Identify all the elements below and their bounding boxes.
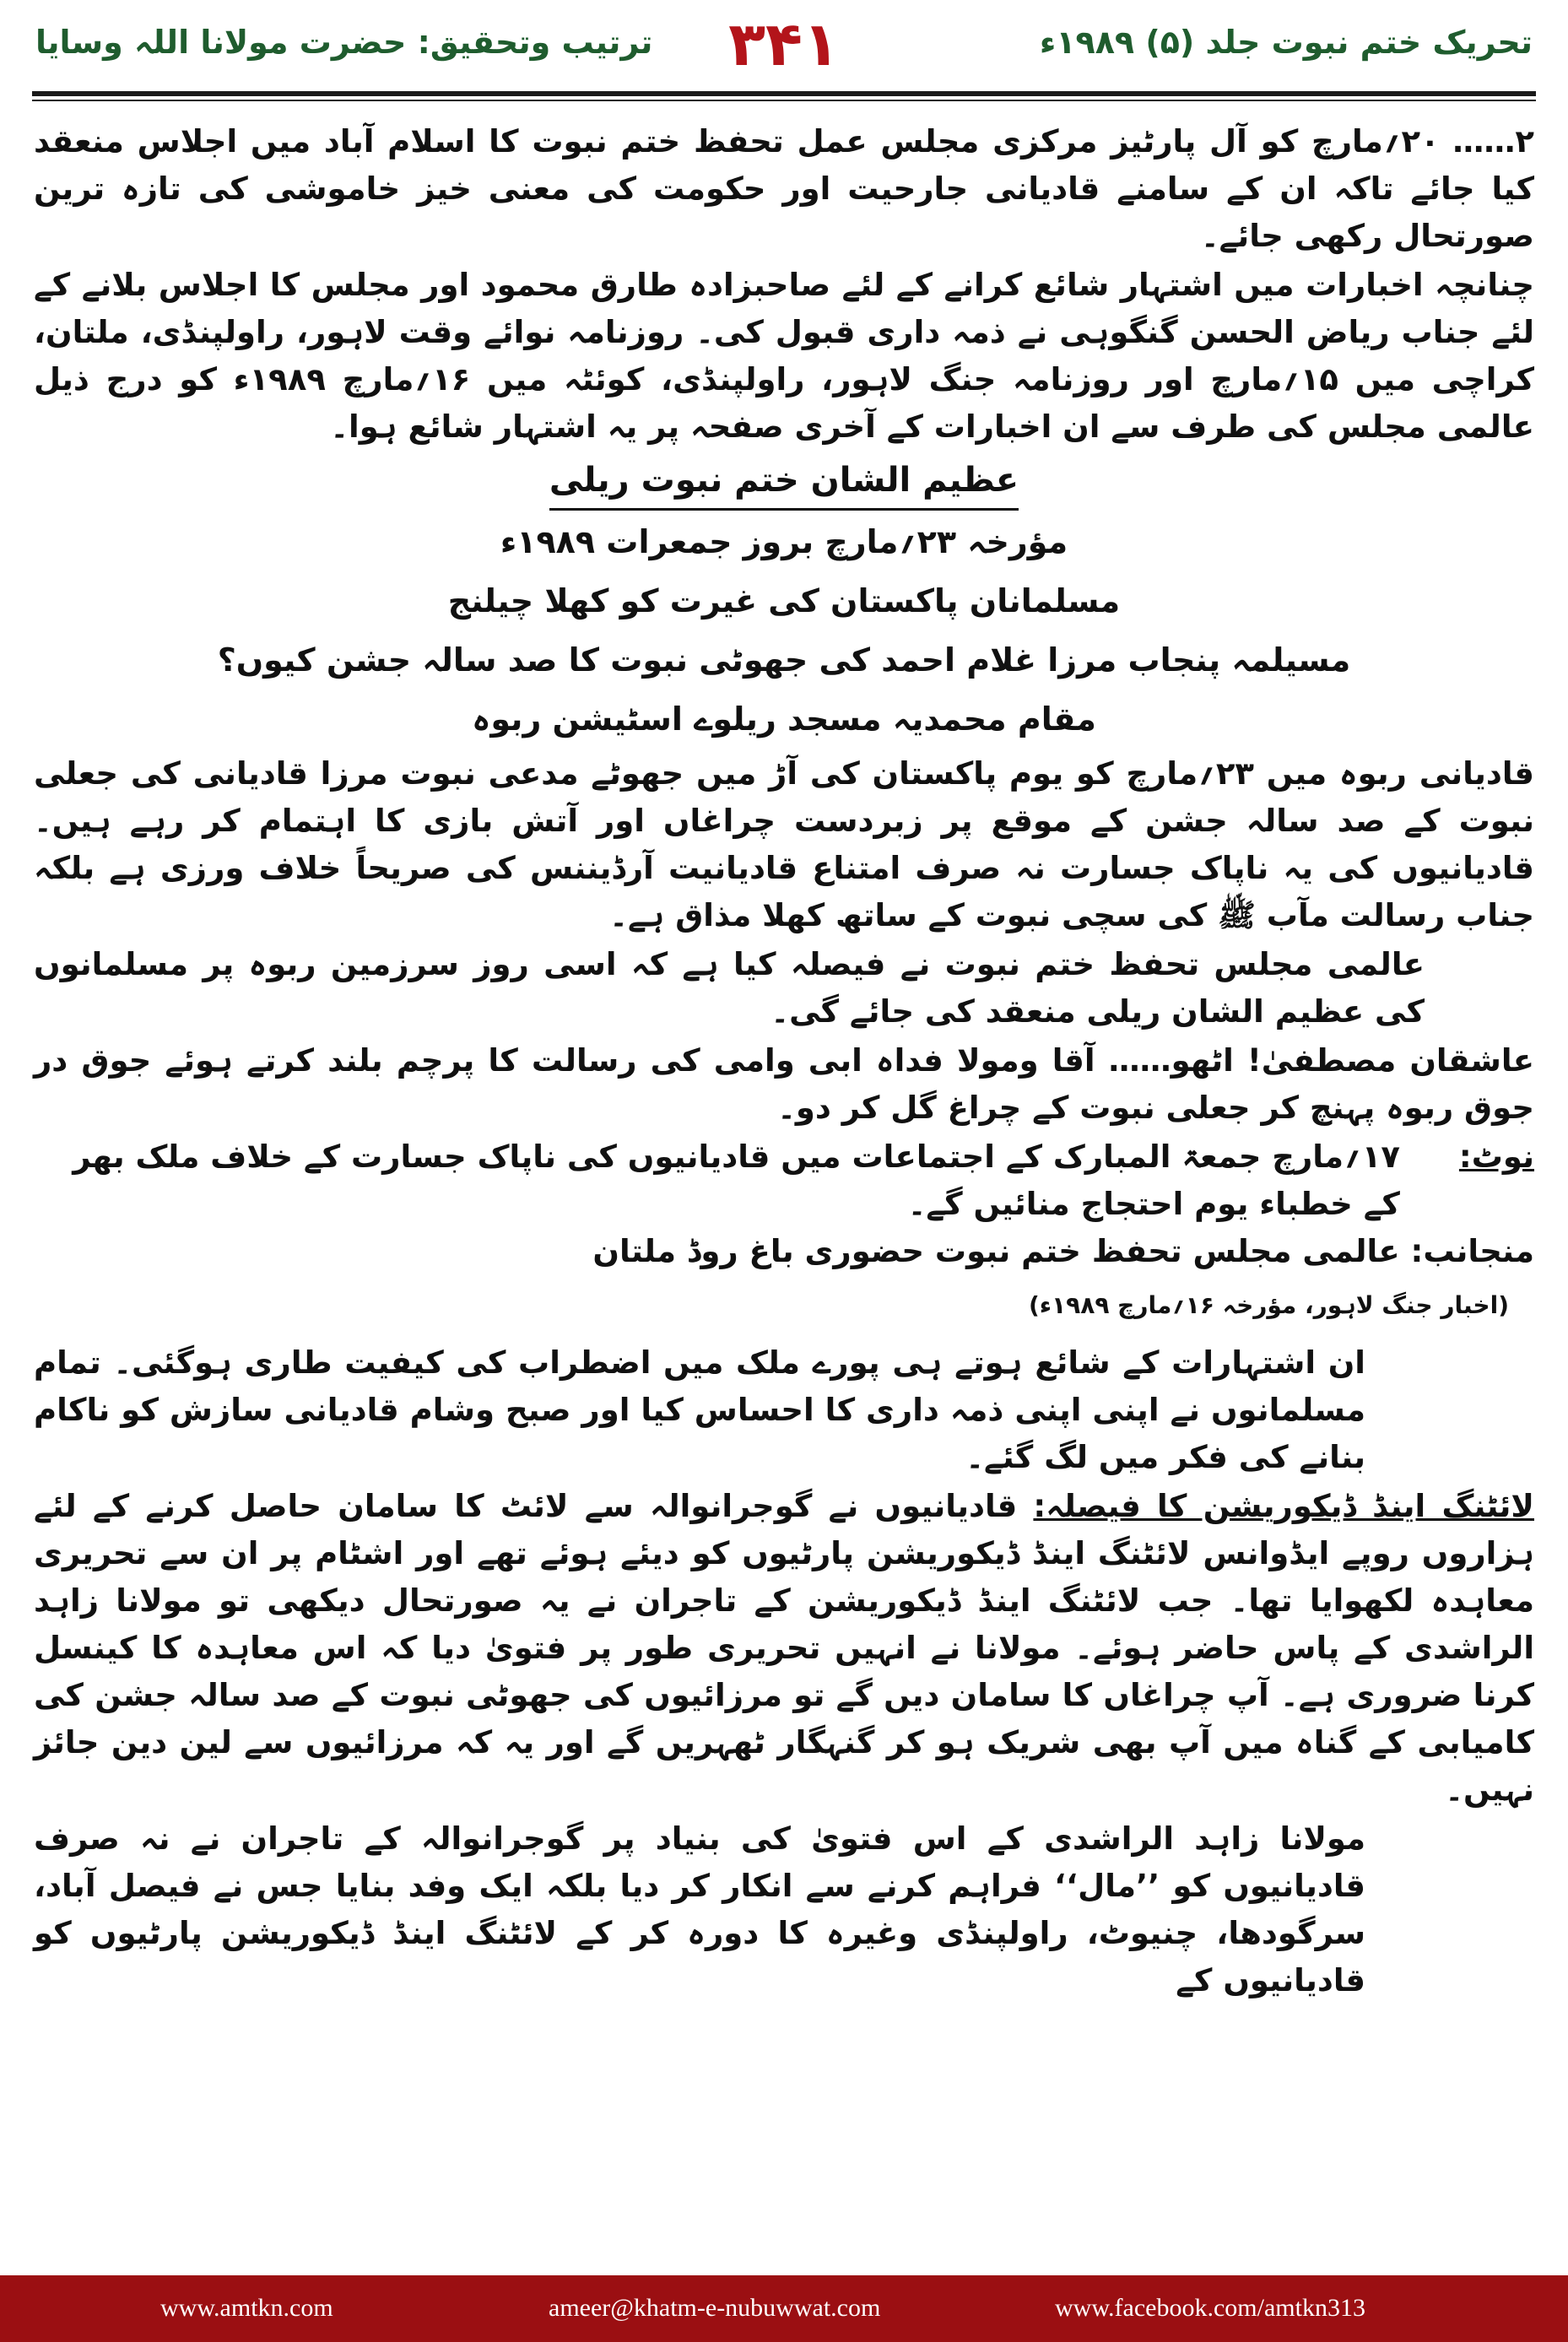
ad-title: عظیم الشان ختم نبوت ریلی: [549, 452, 1019, 511]
page-content: [34, 118, 1534, 2006]
paragraph-reaction: ان اشتہارات کے شائع ہوتے ہی پورے ملک میں اضطراب کی کیفیت طاری ہوگئی۔ تمام مسلمانوں نے اپنی اپنی ذمہ داری کا احساس کیا اور صبح وشام قادیانی سازش کو ناکام بنانے کی فکر میں لگ گئے۔: [34, 1344, 1365, 1475]
page-number: ۳۴۱: [728, 8, 840, 79]
note-text: ۱۷؍مارچ جمعۃ المبارک کے اجتماعات میں قادیانیوں کی ناپاک جسارت کے خلاف ملک بھر کے خطباء یوم احتجاج منائیں گے۔: [73, 1139, 1400, 1222]
newspaper-citation: (اخبار جنگ لاہور، مؤرخہ ۱۶؍مارچ ۱۹۸۹ء): [1028, 1291, 1509, 1319]
section-text: قادیانیوں نے گوجرانوالہ سے لائٹ کا سامان حاصل کرنے کے لئے ہزاروں روپے ایڈوانس لائٹنگ اینڈ ڈیکوریشن پارٹیوں کو دیئے ہوئے تھے اور اشٹام پر ان سے تحریری معاہدہ لکھوایا تھا۔ جب لائٹنگ اینڈ ڈیکوریشن کے تاجران نے یہ صورتحال دیکھی تو مولانا زاہد الراشدی کے پاس حاضر ہوئے۔ مولانا نے انہیں تحریری طور پر فتویٰ دیا کہ اس معاہدہ کا کینسل کرنا ضروری ہے۔ آپ چراغاں کا سامان دیں گے تو مرزائیوں کی جھوٹی نبوت کے صد سالہ جشن کی کامیابی کے گناہ میں آپ بھی شریک ہو کر گنہگار ٹھہریں گے اور یہ کہ مرزائیوں سے لین دین جائز نہیں۔: [34, 1488, 1534, 1808]
paragraph-newspaper-ads: چنانچہ اخبارات میں اشتہار شائع کرانے کے لئے صاحبزادہ طارق محمود اور مجلس کا اجلاس بلانے کے لئے جناب ریاض الحسن گنگوہی نے ذمہ داری قبول کی۔ روزنامہ نوائے وقت لاہور، راولپنڈی، ملتان، کراچی میں ۱۵؍مارچ اور روزنامہ جنگ لاہور، راولپنڈی، کوئٹہ میں ۱۶؍مارچ ۱۹۸۹ء کو درج ذیل عالمی مجلس کی طرف سے ان اخبارات کے آخری صفحہ پر یہ اشتہار شائع ہوا۔: [34, 267, 1535, 445]
facebook-link[interactable]: www.facebook.com/amtkn313: [1055, 2294, 1365, 2322]
email-link[interactable]: ameer@khatm-e-nubuwwat.com: [549, 2294, 881, 2322]
ad-signature: منجانب: عالمی مجلس تحفظ ختم نبوت حضوری باغ روڈ ملتان: [592, 1233, 1534, 1269]
book-title: تحریک ختم نبوت جلد (۵) ۱۹۸۹ء: [1039, 24, 1533, 61]
ad-challenge-line: مسلمانان پاکستان کی غیرت کو کھلا چیلنج: [447, 582, 1121, 619]
compiler-credit: ترتیب وتحقیق: حضرت مولانا اللہ وسایا: [35, 24, 653, 61]
ad-venue-line: مقام محمدیہ مسجد ریلوے اسٹیشن ربوہ: [472, 700, 1096, 738]
header-rule: [32, 91, 1536, 96]
section-heading: لائٹنگ اینڈ ڈیکوریشن کا فیصلہ:: [1033, 1488, 1534, 1524]
paragraph-lighting-decision: [34, 1483, 1534, 1814]
header-rule-thin: [32, 100, 1536, 101]
page-footer: [0, 2275, 1568, 2342]
page-header: [0, 0, 1568, 93]
website-link[interactable]: www.amtkn.com: [160, 2294, 333, 2322]
note-label: نوٹ:: [1458, 1139, 1534, 1175]
ad-question-line: مسیلمہ پنجاب مرزا غلام احمد کی جھوٹی نبوت کا صد سالہ جشن کیوں؟: [217, 641, 1351, 679]
paragraph-call-to-action: عاشقان مصطفیٰ! اٹھو…… آقا ومولا فداہ ابی وامی کی رسالت کا پرچم بلند کرتے ہوئے جوق در جوق ربوہ پہنچ کر جعلی نبوت کے چراغ گل کر دو۔: [34, 1042, 1534, 1126]
paragraph-ad-body: قادیانی ربوہ میں ۲۳؍مارچ کو یوم پاکستان کی آڑ میں جھوٹے مدعی نبوت مرزا قادیانی کی جعلی نبوت کے صد سالہ جشن کے موقع پر زبردست چراغاں اور آتش بازی کا اہتمام کر رہے ہیں۔ قادیانیوں کی یہ ناپاک جسارت نہ صرف امتناع قادیانیت آرڈیننس کی صریحاً خلاف ورزی ہے بلکہ جناب رسالت مآب ﷺ کی سچی نبوت کے ساتھ کھلا مذاق ہے۔: [34, 755, 1534, 933]
paragraph-fatwa: مولانا زاہد الراشدی کے اس فتویٰ کی بنیاد پر گوجرانوالہ کے تاجران نے نہ صرف قادیانیوں کو ’’مال‘‘ فراہم کرنے سے انکار کر دیا بلکہ ایک وفد بنایا جس نے فیصل آباد، سرگودھا، چنیوٹ، راولپنڈی وغیرہ کا دورہ کر کے لائٹنگ اینڈ ڈیکوریشن پارٹیوں کو قادیانیوں کے: [34, 1820, 1365, 1999]
paragraph-point-2: ۲…… ۲۰؍مارچ کو آل پارٹیز مرکزی مجلس عمل تحفظ ختم نبوت کا اسلام آباد میں اجلاس منعقد کیا جائے تاکہ ان کے سامنے قادیانی جارحیت اور حکومت کی معنی خیز خاموشی کی تازہ ترین صورتحال رکھی جائے۔: [34, 123, 1534, 254]
ad-date: مؤرخہ ۲۳؍مارچ بروز جمعرات ۱۹۸۹ء: [500, 523, 1068, 560]
ad-heading: [34, 452, 1534, 511]
paragraph-rally-decision: عالمی مجلس تحفظ ختم نبوت نے فیصلہ کیا ہے کہ اسی روز سرزمین ربوہ پر مسلمانوں کی عظیم الشان ریلی منعقد کی جائے گی۔: [34, 946, 1425, 1030]
note-row: [34, 1133, 1534, 1228]
